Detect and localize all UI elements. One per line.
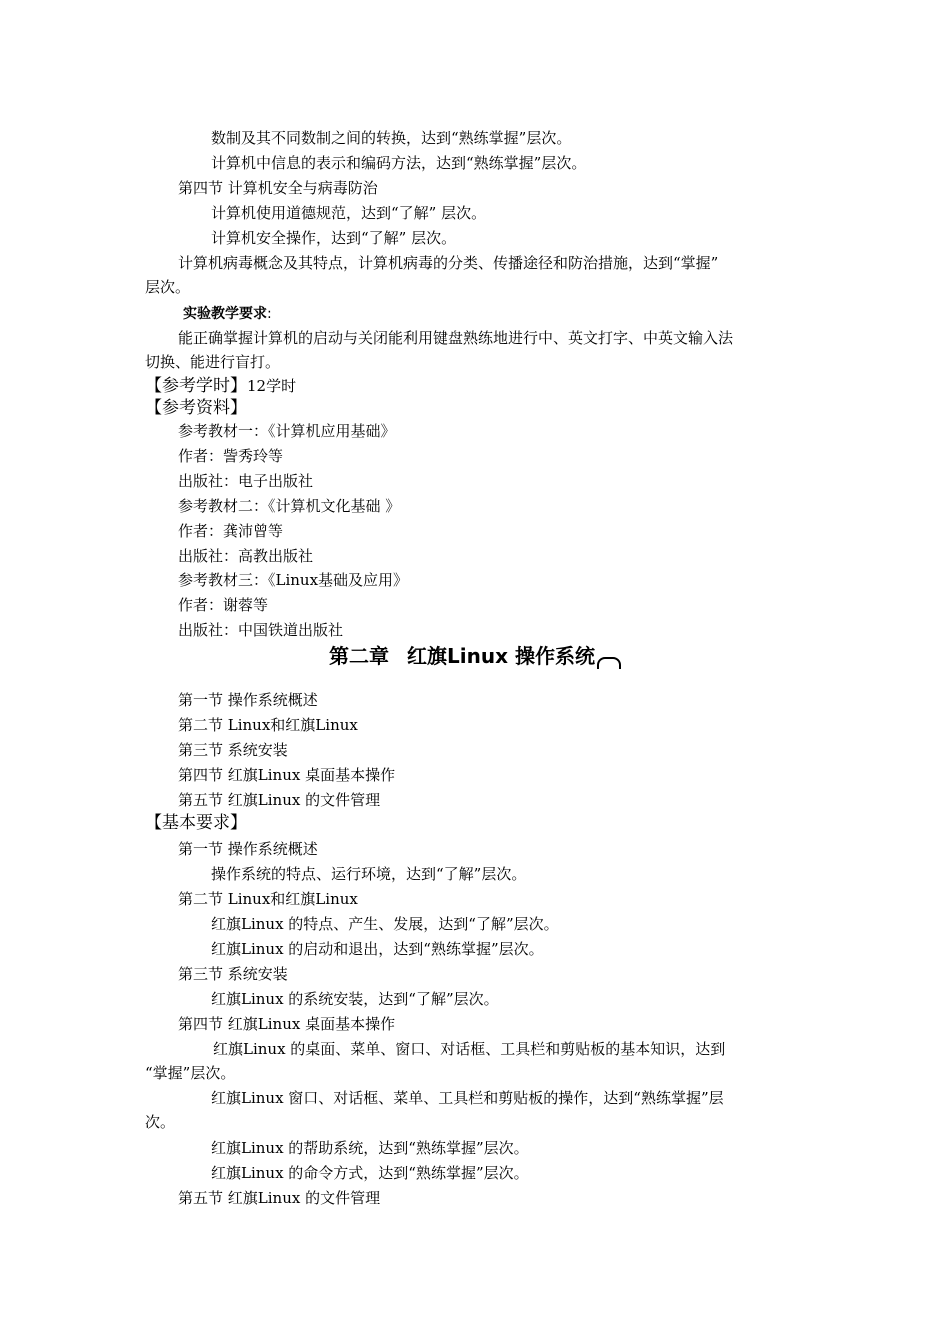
toc-item: 第二节 Linux和红旗Linux — [178, 716, 358, 734]
text-line: 切换、能进行盲打。 — [145, 353, 281, 371]
text-line: 红旗Linux 的桌面、菜单、窗口、对话框、工具栏和剪贴板的基本知识，达到 — [213, 1040, 726, 1058]
text-line: 次。 — [145, 1113, 176, 1131]
text-line: 参考教材一：《计算机应用基础》 — [178, 422, 396, 440]
lab-requirements-heading — [183, 304, 272, 324]
text-line: 出版社：高教出版社 — [178, 547, 314, 565]
text-line: 计算机病毒概念及其特点，计算机病毒的分类、传播途径和防治措施，达到“掌握” — [178, 254, 719, 272]
text-line: 作者：龚沛曾等 — [178, 522, 284, 540]
text-line: 红旗Linux 的特点、产生、发展，达到“了解”层次。 — [211, 915, 559, 933]
text-line: 层次。 — [145, 278, 191, 296]
reference-hours — [145, 376, 296, 396]
text-line: 操作系统的特点、运行环境，达到“了解”层次。 — [211, 865, 527, 883]
text-line: 作者：訾秀玲等 — [178, 447, 284, 465]
basic-requirements-heading: 【基本要求】 — [145, 813, 247, 833]
section-heading: 第二节 Linux和红旗Linux — [178, 890, 358, 908]
reference-materials-heading: 【参考资料】 — [145, 398, 247, 418]
chapter-name: 红旗Linux 操作系统 — [407, 644, 595, 668]
text-line: 出版社：电子出版社 — [178, 472, 314, 490]
text-line: 作者：谢蓉等 — [178, 596, 269, 614]
text-line: 红旗Linux 窗口、对话框、菜单、工具栏和剪贴板的操作，达到“熟练掌握”层 — [211, 1089, 724, 1107]
text-line: 能正确掌握计算机的启动与关闭能利用键盘熟练地进行中、英文打字、中英文输入法 — [178, 329, 734, 347]
toc-item: 第三节 系统安装 — [178, 741, 288, 759]
text-line: 红旗Linux 的帮助系统，达到“熟练掌握”层次。 — [211, 1139, 529, 1157]
lab-requirements-label: 实验教学要求 — [183, 306, 267, 322]
toc-item: 第四节 红旗Linux 桌面基本操作 — [178, 766, 396, 784]
text-line: 计算机中信息的表示和编码方法，达到“熟练掌握”层次。 — [211, 154, 587, 172]
chapter-number: 第二章 — [329, 644, 390, 668]
text-line: 红旗Linux 的命令方式，达到“熟练掌握”层次。 — [211, 1164, 529, 1182]
section-heading: 第四节 计算机安全与病毒防治 — [178, 179, 378, 197]
section-heading: 第一节 操作系统概述 — [178, 840, 318, 858]
text-line: 数制及其不同数制之间的转换，达到“熟练掌握”层次。 — [211, 129, 572, 147]
toc-item: 第五节 红旗Linux 的文件管理 — [178, 791, 381, 809]
text-line: “掌握”层次。 — [145, 1064, 236, 1082]
text-line: 计算机使用道德规范，达到“了解” 层次。 — [211, 204, 487, 222]
text-line: 计算机安全操作，达到“了解” 层次。 — [211, 229, 457, 247]
bracket-mark-icon — [597, 657, 621, 669]
reference-hours-value: 12学时 — [247, 377, 297, 395]
text-line: 出版社：中国铁道出版社 — [178, 621, 344, 639]
section-heading: 第四节 红旗Linux 桌面基本操作 — [178, 1015, 396, 1033]
chapter-title — [0, 642, 950, 670]
toc-item: 第一节 操作系统概述 — [178, 691, 318, 709]
section-heading: 第三节 系统安装 — [178, 965, 288, 983]
text-line: 红旗Linux 的启动和退出，达到“熟练掌握”层次。 — [211, 940, 544, 958]
text-line: 参考教材三：《Linux基础及应用》 — [178, 571, 409, 589]
lab-requirements-colon: : — [267, 306, 272, 322]
text-line: 参考教材二：《计算机文化基础 》 — [178, 497, 401, 515]
text-line: 红旗Linux 的系统安装，达到“了解”层次。 — [211, 990, 499, 1008]
reference-hours-label: 【参考学时】 — [145, 376, 247, 396]
section-heading: 第五节 红旗Linux 的文件管理 — [178, 1189, 381, 1207]
